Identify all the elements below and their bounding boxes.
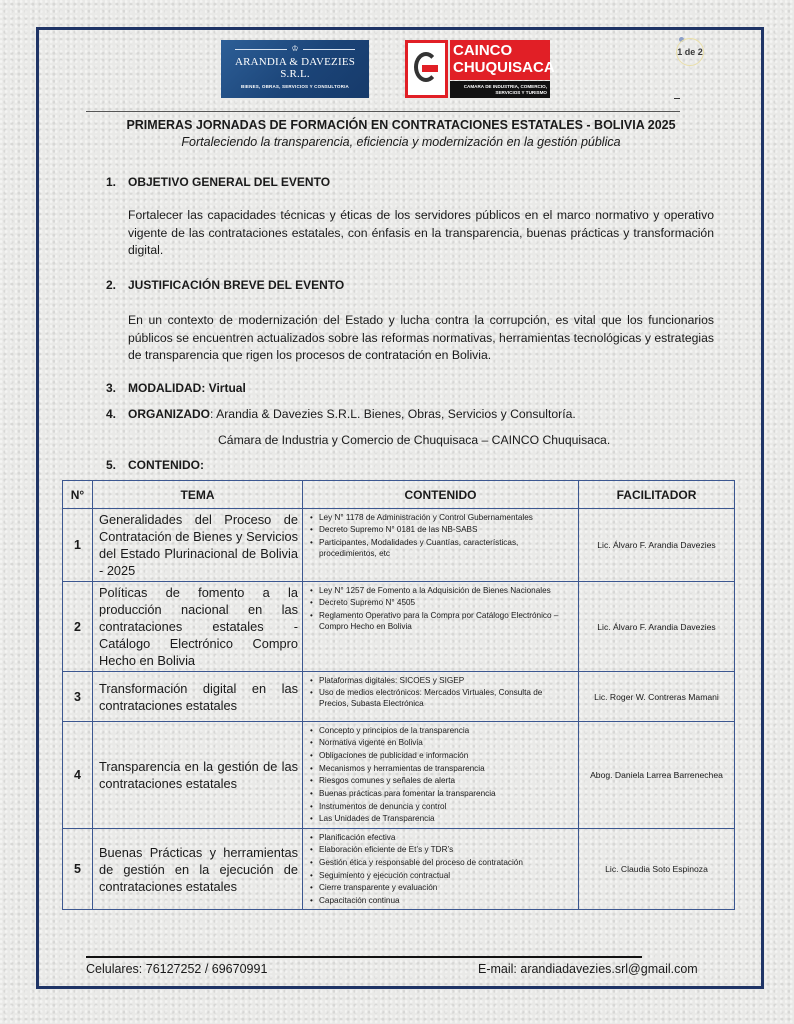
section-4-heading: 4. ORGANIZADO: Arandia & Davezies S.R.L. Bienes, Obras, Servicios y Consultoría. [106,407,576,421]
stray-mark [674,98,680,99]
content-item: • Mecanismos y herramientas de transparencia [309,763,574,774]
cainco-subtitle: CAMARA DE INDUSTRIA, COMERCIO, SERVICIOS Y TURISMO [450,81,550,98]
row-number: 5 [63,829,93,910]
content-item: • Capacitación continua [309,895,574,906]
content-item: • Ley N° 1257 de Fomento a la Adquisición de Bienes Nacionales [309,585,574,596]
document-subtitle: Fortaleciendo la transparencia, eficiencia y modernización en la gestión pública [181,135,621,149]
crown-icon: ♔ [291,44,299,53]
content-item: • Normativa vigente en Bolivia [309,737,574,748]
row-facilitador: Lic. Álvaro F. Arandia Davezies [579,582,735,672]
section-2-text: En un contexto de modernización del Estado y lucha contra la corrupción, es vital que los funcionarios públicos se encuentren actualizados sobre las reformas normativas, herramientas tecnológicas y estrategias de transparencia que rigen los procesos de contratación en Bolivia. [128,313,714,362]
row-contenido [303,582,579,672]
section-1-heading: 1. OBJETIVO GENERAL DEL EVENTO [106,175,331,189]
table-header-row [63,481,735,509]
section-5-heading: 5. CONTENIDO: [106,458,204,472]
row-tema: Generalidades del Proceso de Contratación de Bienes y Servicios del Estado Plurinacional de Bolivia - 2025 [93,509,303,582]
section-1-text: Fortalecer las capacidades técnicas y éticas de los servidores públicos en el marco normativo y operativo vigente de las contrataciones estatales, con énfasis en la transparencia, buenas prácticas y transformación digital. [128,208,714,257]
content-item: • Decreto Supremo N° 0181 de las NB-SABS [309,524,574,535]
row-number: 3 [63,672,93,722]
content-item: • Decreto Supremo N° 4505 [309,597,574,608]
content-item: • Uso de medios electrónicos: Mercados Virtuales, Consulta de Precios, Subasta Electrónica [309,687,574,709]
col-header-number: N° [63,481,93,509]
col-header-facilitador: FACILITADOR [579,481,735,509]
section-4-second-organizer: Cámara de Industria y Comercio de Chuquisaca – CAINCO Chuquisaca. [218,433,611,447]
page-indicator: 1 de 2 [676,38,704,66]
content-item: • Planificación efectiva [309,832,574,843]
content-item: • Gestión ética y responsable del proceso de contratación [309,857,574,868]
content-item: • Seguimiento y ejecución contractual [309,870,574,881]
section-3-heading: 3. MODALIDAD: Virtual [106,381,246,395]
row-number: 1 [63,509,93,582]
content-item: • Las Unidades de Transparencia [309,813,574,824]
content-item: • Obligaciones de publicidad e información [309,750,574,761]
table-row [63,582,735,672]
col-header-contenido: CONTENIDO [303,481,579,509]
table-row [63,722,735,829]
cainco-chuquisaca-logo [405,40,555,98]
document-title: PRIMERAS JORNADAS DE FORMACIÓN EN CONTRATACIONES ESTATALES - BOLIVIA 2025 [126,118,676,132]
content-table [62,480,735,910]
content-item: • Buenas prácticas para fomentar la transparencia [309,788,574,799]
footer-email: E-mail: arandiadavezies.srl@gmail.com [478,962,698,976]
content-item: • Concepto y principios de la transparencia [309,725,574,736]
row-facilitador: Lic. Álvaro F. Arandia Davezies [579,509,735,582]
row-tema: Transparencia en la gestión de las contrataciones estatales [93,722,303,829]
content-item: • Riesgos comunes y señales de alerta [309,775,574,786]
row-number: 4 [63,722,93,829]
logo-tagline: BIENES, OBRAS, SERVICIOS Y CONSULTORIA [241,84,349,89]
row-contenido [303,672,579,722]
row-tema: Transformación digital en las contrataciones estatales [93,672,303,722]
content-item: • Instrumentos de denuncia y control [309,801,574,812]
content-item: • Ley N° 1178 de Administración y Control Gubernamentales [309,512,574,523]
row-facilitador: Lic. Roger W. Contreras Mamani [579,672,735,722]
content-item: • Cierre transparente y evaluación [309,882,574,893]
row-contenido [303,509,579,582]
row-tema: Buenas Prácticas y herramientas de gestión en la ejecución de contrataciones estatales [93,829,303,910]
section-2-heading: 2. JUSTIFICACIÓN BREVE DEL EVENTO [106,278,345,292]
row-contenido [303,829,579,910]
table-row [63,509,735,582]
row-facilitador: Abog. Daniela Larrea Barrenechea [579,722,735,829]
content-item: • Plataformas digitales: SICOES y SIGEP [309,675,574,686]
header-divider [86,111,680,112]
table-row [63,672,735,722]
row-facilitador: Lic. Claudia Soto Espinoza [579,829,735,910]
col-header-tema: TEMA [93,481,303,509]
logo-company-name: ARANDIA & DAVEZIES S.R.L. [234,56,356,80]
table-row [63,829,735,910]
cainco-gear-icon [405,40,448,98]
row-tema: Políticas de fomento a la producción nacional en las contrataciones estatales - Catálogo Electrónico Compro Hecho en Bolivia [93,582,303,672]
arandia-davezies-logo [221,40,369,98]
content-item: • Participantes, Modalidades y Cuantías, características, procedimientos, etc [309,537,574,559]
footer-divider [86,956,642,958]
content-item: • Elaboración eficiente de Et’s y TDR’s [309,844,574,855]
footer-phones: Celulares: 76127252 / 69670991 [86,962,268,976]
cainco-wordmark: CAINCO CHUQUISACA [450,40,550,80]
content-item: • Reglamento Operativo para la Compra por Catálogo Electrónico – Compro Hecho en Bolivia [309,610,574,632]
row-number: 2 [63,582,93,672]
row-contenido [303,722,579,829]
